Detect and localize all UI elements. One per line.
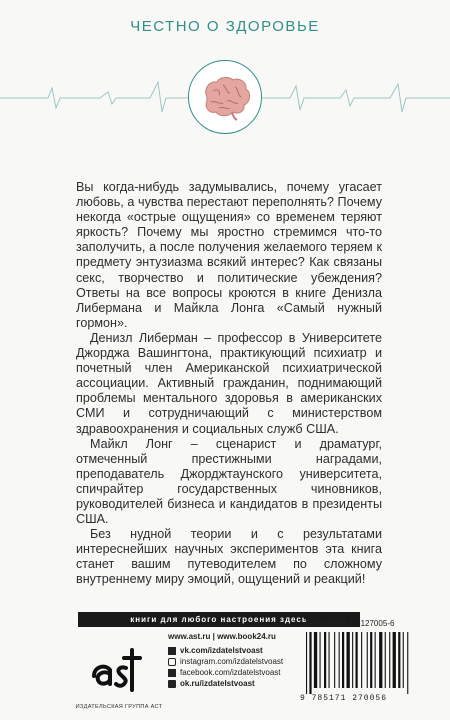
barcode-bar xyxy=(393,632,396,688)
social-link-vk[interactable]: vk.com/izdatelstvoast xyxy=(168,645,283,656)
publisher-links xyxy=(168,632,283,689)
barcode-bar xyxy=(407,632,408,694)
barcode-bar xyxy=(342,632,344,688)
paragraph: Денизл Либерман – профессор в Университете Джорджа Вашингтона, практикующий психиатр и почетный член Американской психиатрической ассоциации. Активный гражданин, поднимающий проблемы ментального здоровья в американских СМИ и сотрудничающий с министерством здравоохранения и социальных служб США. xyxy=(76,330,382,436)
ast-logo xyxy=(80,636,150,706)
barcode-bar xyxy=(361,632,362,688)
barcode-bar xyxy=(324,632,326,688)
barcode-bar xyxy=(375,632,376,688)
barcode-bar xyxy=(389,632,390,688)
barcode-bar xyxy=(367,632,368,688)
isbn-number: ISBN 978-5-17-127005-6 xyxy=(305,619,395,628)
vk-icon xyxy=(168,647,176,655)
series-title: ЧЕСТНО О ЗДОРОВЬЕ xyxy=(130,18,320,35)
barcode-bar xyxy=(403,632,404,688)
barcode-bar xyxy=(352,632,353,688)
social-link-facebook[interactable]: facebook.com/izdatelstvoast xyxy=(168,667,283,678)
barcode xyxy=(304,632,418,694)
barcode-bar xyxy=(398,632,400,688)
barcode-bar xyxy=(309,632,311,694)
website-links[interactable]: www.ast.ru | www.book24.ru xyxy=(168,632,276,641)
barcode-digits: 9 785171 270056 xyxy=(300,694,388,703)
barcode-bar xyxy=(334,632,335,688)
slogan-band: книги для любого настроения здесь xyxy=(78,612,360,627)
barcode-bar xyxy=(347,632,350,688)
barcode-bar xyxy=(329,632,330,688)
back-cover-text xyxy=(76,180,382,588)
barcode-bar xyxy=(339,632,340,688)
paragraph: Вы когда-нибудь задумывались, почему угасает любовь, а чувства перестают переполнять? Почему некогда «острые ощущения» со временем теряют яркость? Почему мы яростно стремимся что-то заполучить, а после получения желаемого теряем к предмету энтузиазма всякий интерес? Как связаны секс, творчество и политические убеждения? Ответы на все вопросы кроются в книге Денизла Либермана и Майкла Лонга «Самый нужный гормон». xyxy=(76,180,382,330)
barcode-bar xyxy=(306,632,307,694)
barcode-bar xyxy=(356,632,358,688)
barcode-bar xyxy=(379,632,382,688)
social-link-instagram[interactable]: instagram.com/izdatelstvoast xyxy=(168,656,283,667)
barcode-bar xyxy=(370,632,372,688)
facebook-icon xyxy=(168,669,176,677)
paragraph: Майкл Лонг – сценарист и драматург, отмеченный престижными наградами, преподаватель Джорджтаунского университета, спичрайтер государственных чиновников, руководителей бизнеса и кандидатов в президенты США. xyxy=(76,436,382,527)
barcode-bar xyxy=(314,632,317,688)
publisher-caption: ИЗДАТЕЛЬСКАЯ ГРУППА АСТ xyxy=(75,704,163,710)
brain-emblem xyxy=(188,60,262,134)
social-link-ok[interactable]: ok.ru/izdatelstvoast xyxy=(168,678,283,689)
barcode-bar xyxy=(385,632,386,688)
barcode-bar xyxy=(320,632,321,688)
paragraph: Без нудной теории и с результатами интереснейших научных экспериментов эта книга станет вашим путеводителем по сложному внутреннему миру эмоций, ощущений и реакций! xyxy=(76,527,382,587)
brain-icon xyxy=(199,75,253,121)
instagram-icon xyxy=(168,658,176,666)
ok-icon xyxy=(168,680,176,688)
